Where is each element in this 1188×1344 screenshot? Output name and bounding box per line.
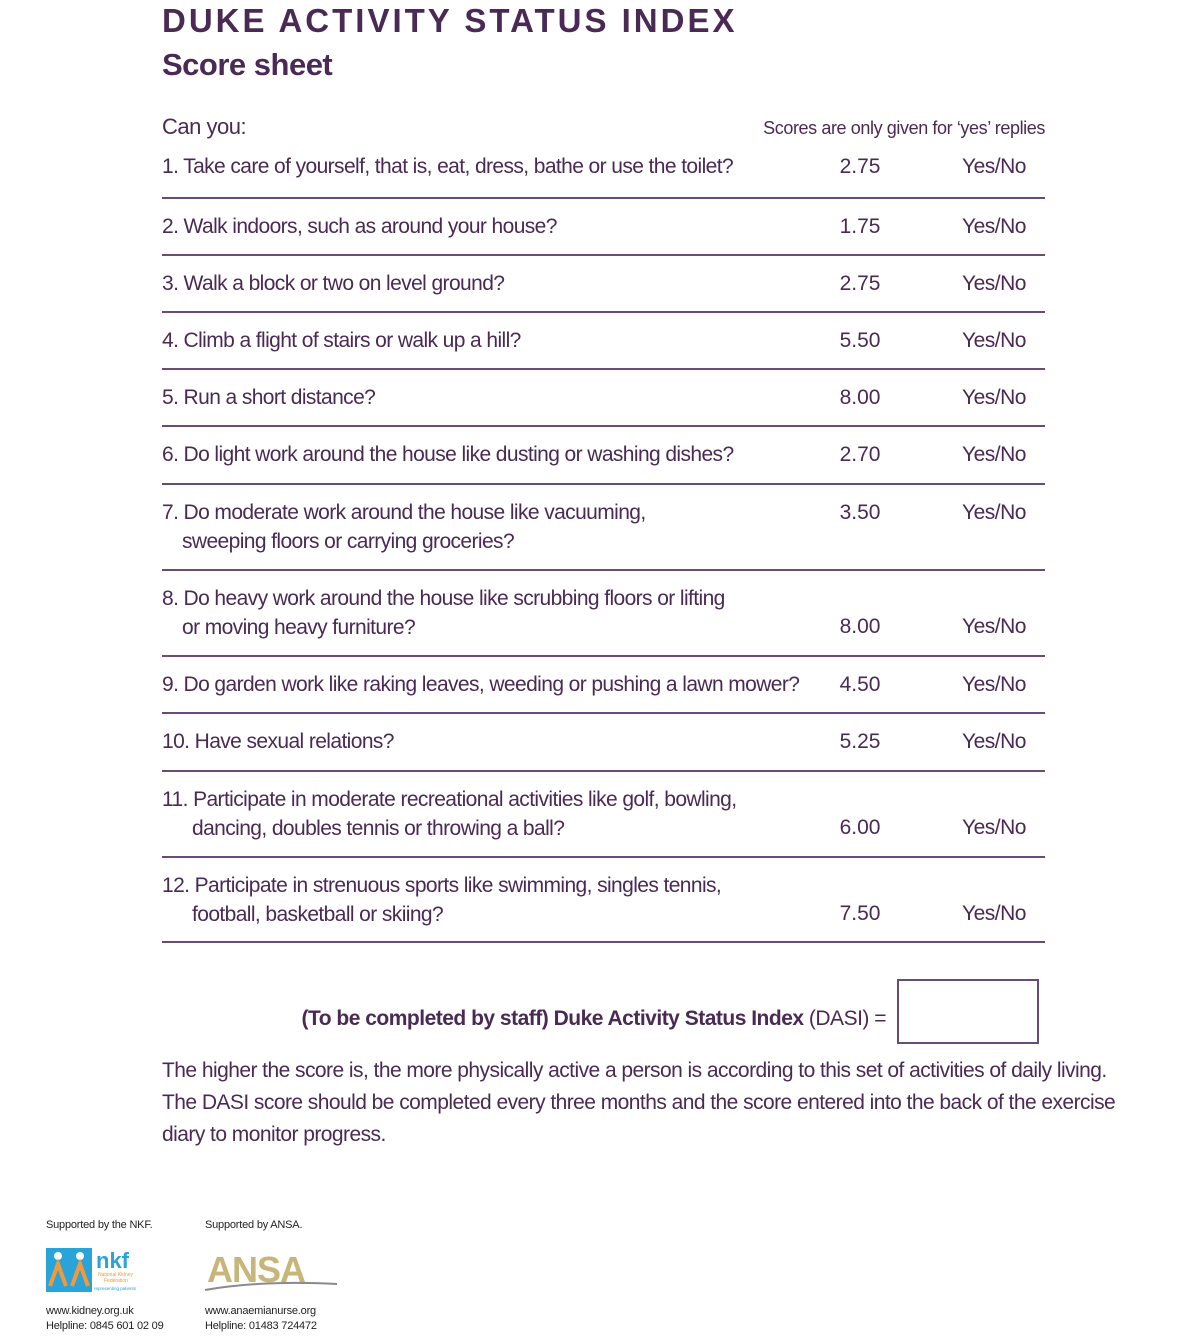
svg-text:nkf: nkf bbox=[96, 1248, 129, 1273]
yes-no-answer[interactable]: Yes/No bbox=[962, 902, 1026, 925]
ansa-website-link[interactable]: www.anaemianurse.org bbox=[205, 1305, 316, 1317]
question-text bbox=[162, 212, 557, 241]
dasi-label bbox=[200, 1007, 886, 1031]
question-line-1: 1. Take care of yourself, that is, eat, dress, bathe or use the toilet? bbox=[162, 155, 734, 178]
nkf-helpline: Helpline: 0845 601 02 09 bbox=[46, 1320, 164, 1332]
question-score: 7.50 bbox=[839, 902, 881, 925]
paragraph-line-1: The higher the score is, the more physically active a person is according to this set of activities of daily living. bbox=[162, 1059, 1107, 1082]
paragraph-line-3: diary to monitor progress. bbox=[162, 1123, 386, 1146]
question-score: 8.00 bbox=[839, 386, 881, 409]
page-subtitle: Score sheet bbox=[162, 47, 333, 82]
question-table bbox=[162, 146, 1045, 943]
question-line-2: sweeping floors or carrying groceries? bbox=[182, 530, 515, 553]
svg-text:Federation: Federation bbox=[104, 1278, 128, 1284]
question-line-1: 5. Run a short distance? bbox=[162, 386, 376, 409]
question-line-1: 6. Do light work around the house like dusting or washing dishes? bbox=[162, 443, 734, 466]
nkf-logo bbox=[44, 1246, 156, 1296]
question-row bbox=[162, 199, 1045, 256]
question-line-1: 7. Do moderate work around the house like vacuuming, bbox=[162, 501, 646, 524]
yes-no-answer[interactable]: Yes/No bbox=[962, 673, 1026, 696]
ansa-supported-text: Supported by ANSA. bbox=[205, 1219, 303, 1231]
question-score: 5.50 bbox=[839, 329, 881, 352]
question-row bbox=[162, 858, 1045, 943]
yes-no-answer[interactable]: Yes/No bbox=[962, 329, 1026, 352]
yes-no-answer[interactable]: Yes/No bbox=[962, 615, 1026, 638]
question-intro: Can you: bbox=[162, 114, 247, 139]
question-line-1: 3. Walk a block or two on level ground? bbox=[162, 272, 505, 295]
question-score: 8.00 bbox=[839, 615, 881, 638]
question-row bbox=[162, 772, 1045, 858]
question-text bbox=[162, 152, 733, 181]
question-row bbox=[162, 427, 1045, 485]
question-score: 6.00 bbox=[839, 816, 881, 839]
question-line-2: dancing, doubles tennis or throwing a ball? bbox=[192, 817, 565, 840]
dasi-score-box[interactable] bbox=[897, 979, 1039, 1044]
question-text bbox=[162, 871, 721, 929]
yes-no-answer[interactable]: Yes/No bbox=[962, 730, 1026, 753]
ansa-logo bbox=[203, 1246, 339, 1296]
question-score: 1.75 bbox=[839, 215, 881, 238]
yes-no-answer[interactable]: Yes/No bbox=[962, 443, 1026, 466]
question-text bbox=[162, 383, 375, 412]
yes-no-answer[interactable]: Yes/No bbox=[962, 386, 1026, 409]
question-line-1: 11. Participate in moderate recreational activities like golf, bowling, bbox=[162, 788, 737, 811]
svg-text:representing patients: representing patients bbox=[94, 1286, 137, 1291]
yes-no-answer[interactable]: Yes/No bbox=[962, 215, 1026, 238]
yes-no-answer[interactable]: Yes/No bbox=[962, 272, 1026, 295]
yes-no-answer[interactable]: Yes/No bbox=[962, 816, 1026, 839]
question-text bbox=[162, 269, 504, 298]
nkf-contact bbox=[46, 1304, 164, 1334]
dasi-label-bold: (To be completed by staff) Duke Activity Status Index bbox=[301, 1007, 804, 1030]
question-row bbox=[162, 313, 1045, 370]
question-row bbox=[162, 571, 1045, 657]
question-line-1: 10. Have sexual relations? bbox=[162, 730, 394, 753]
question-score: 3.50 bbox=[839, 501, 881, 524]
svg-text:ANSA: ANSA bbox=[207, 1249, 306, 1290]
question-score: 2.70 bbox=[839, 443, 881, 466]
question-row bbox=[162, 370, 1045, 427]
question-score: 2.75 bbox=[839, 155, 881, 178]
question-line-2: football, basketball or skiing? bbox=[192, 903, 444, 926]
question-row bbox=[162, 256, 1045, 313]
ansa-helpline: Helpline: 01483 724472 bbox=[205, 1320, 317, 1332]
question-line-1: 9. Do garden work like raking leaves, weeding or pushing a lawn mower? bbox=[162, 673, 800, 696]
paragraph-line-2: The DASI score should be completed every three months and the score entered into the back of the exercise bbox=[162, 1091, 1116, 1114]
question-text bbox=[162, 440, 734, 469]
question-score: 4.50 bbox=[839, 673, 881, 696]
yes-no-answer[interactable]: Yes/No bbox=[962, 155, 1026, 178]
question-line-1: 12. Participate in strenuous sports like swimming, singles tennis, bbox=[162, 874, 722, 897]
question-row bbox=[162, 485, 1045, 571]
question-text bbox=[162, 670, 799, 699]
question-line-1: 2. Walk indoors, such as around your house? bbox=[162, 215, 557, 238]
question-row bbox=[162, 146, 1045, 199]
yes-no-answer[interactable]: Yes/No bbox=[962, 501, 1026, 524]
question-text bbox=[162, 584, 725, 642]
question-score: 5.25 bbox=[839, 730, 881, 753]
scores-note: Scores are only given for ‘yes’ replies bbox=[763, 118, 1045, 138]
question-row bbox=[162, 657, 1045, 714]
question-line-1: 4. Climb a flight of stairs or walk up a hill? bbox=[162, 329, 521, 352]
question-row bbox=[162, 714, 1045, 772]
question-score: 2.75 bbox=[839, 272, 881, 295]
question-text bbox=[162, 727, 394, 756]
ansa-contact bbox=[205, 1304, 317, 1334]
question-line-2: or moving heavy furniture? bbox=[182, 616, 416, 639]
question-text bbox=[162, 498, 646, 556]
explanation-paragraph bbox=[162, 1055, 1116, 1151]
nkf-supported-text: Supported by the NKF. bbox=[46, 1219, 153, 1231]
question-line-1: 8. Do heavy work around the house like scrubbing floors or lifting bbox=[162, 587, 725, 610]
svg-text:National Kidney: National Kidney bbox=[98, 1272, 134, 1278]
nkf-website-link[interactable]: www.kidney.org.uk bbox=[46, 1305, 134, 1317]
page-title: DUKE ACTIVITY STATUS INDEX bbox=[162, 2, 738, 39]
question-text bbox=[162, 326, 521, 355]
dasi-label-rest: (DASI) = bbox=[803, 1007, 886, 1030]
question-text bbox=[162, 785, 737, 843]
